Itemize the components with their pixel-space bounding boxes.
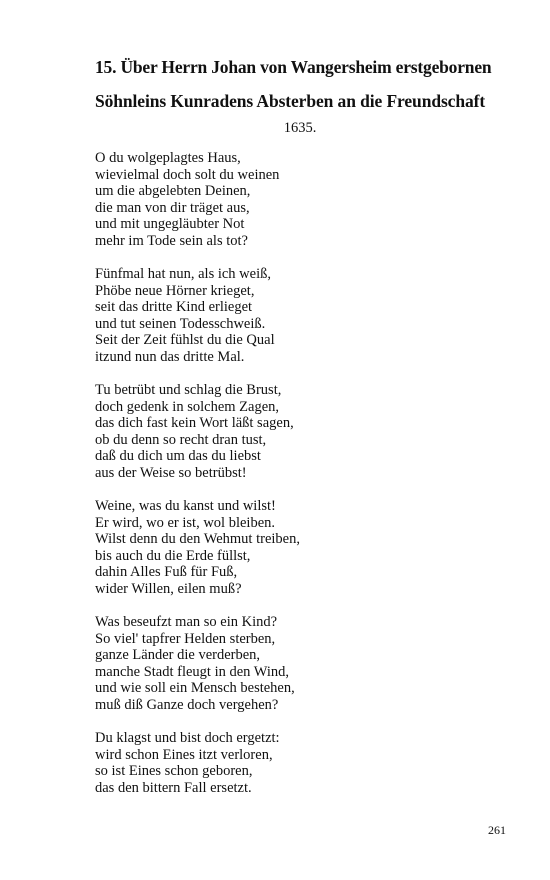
verse-line: das den bittern Fall ersetzt. <box>95 779 252 796</box>
verse-line: aus der Weise so betrübst! <box>95 464 247 481</box>
verse-line: ganze Länder die verderben, <box>95 647 261 663</box>
page-number: 261 <box>488 823 506 837</box>
verse-line: die man von dir träget aus, <box>95 199 250 216</box>
verse-line: doch gedenk in solchem Zagen, <box>95 398 280 415</box>
stanza-5 <box>95 614 495 713</box>
verse-line: um die abgelebten Deinen, <box>95 183 251 199</box>
verse-line: seit das dritte Kind erlieget <box>95 299 253 315</box>
verse-line: dahin Alles Fuß für Fuß, <box>95 564 238 580</box>
poem-date: 1635. <box>283 120 317 136</box>
verse-line: und mit ungegläubter Not <box>95 216 245 232</box>
stanza-2 <box>95 266 495 365</box>
verse-line: so ist Eines schon geboren, <box>95 763 253 779</box>
poem-body <box>95 150 495 813</box>
stanza-3 <box>95 382 495 481</box>
verse-line: O du wolgeplagtes Haus, <box>95 150 241 166</box>
verse-line: daß du dich um das du liebst <box>95 448 261 464</box>
verse-line: So viel' tapfrer Helden sterben, <box>95 630 276 647</box>
verse-line: ob du denn so recht dran tust, <box>95 431 267 448</box>
verse-line: itzund nun das dritte Mal. <box>95 348 245 365</box>
verse-line: wievielmal doch solt du weinen <box>95 166 280 183</box>
verse-line: Was beseufzt man so ein Kind? <box>95 614 278 630</box>
verse-line: Du klagst und bist doch ergetzt: <box>95 730 280 746</box>
verse-line: und wie soll ein Mensch bestehen, <box>95 680 295 696</box>
verse-line: mehr im Tode sein als tot? <box>95 232 248 249</box>
verse-line: Seit der Zeit fühlst du die Qual <box>95 332 275 348</box>
verse-line: wird schon Eines itzt verloren, <box>95 746 273 763</box>
verse-line: Fünfmal hat nun, als ich weiß, <box>95 266 271 282</box>
verse-line: manche Stadt fleugt in den Wind, <box>95 663 290 680</box>
verse-line: und tut seinen Todesschweiß. <box>95 315 266 332</box>
verse-line: bis auch du die Erde füllst, <box>95 547 251 564</box>
verse-line: Tu betrübt und schlag die Brust, <box>95 382 282 398</box>
verse-line: Er wird, wo er ist, wol bleiben. <box>95 514 276 531</box>
poem-title-line-2: Söhnleins Kunradens Absterben an die Freundschaft <box>95 91 486 111</box>
stanza-1 <box>95 150 495 249</box>
verse-line: Phöbe neue Hörner krieget, <box>95 282 255 299</box>
verse-line: wider Willen, eilen muß? <box>95 580 242 597</box>
stanza-6 <box>95 730 495 796</box>
verse-line: Weine, was du kanst und wilst! <box>95 498 276 514</box>
verse-line: muß diß Ganze doch vergehen? <box>95 696 279 713</box>
verse-line: das dich fast kein Wort läßt sagen, <box>95 415 294 431</box>
verse-line: Wilst denn du den Wehmut treiben, <box>95 531 300 547</box>
stanza-4 <box>95 498 495 597</box>
poem-title-line-1: 15. Über Herrn Johan von Wangersheim erstgebornen <box>95 57 492 77</box>
